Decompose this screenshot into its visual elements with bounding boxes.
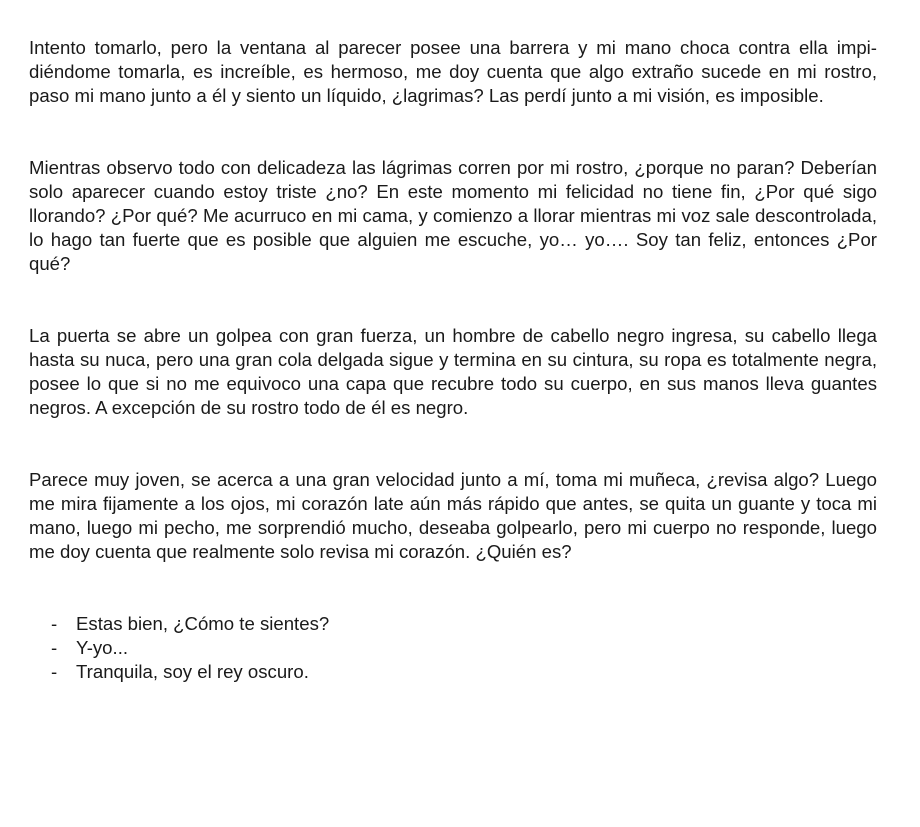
dialogue-text: Y-yo... [76,637,129,658]
paragraph-2: Mientras observo todo con delicadeza las lágrimas corren por mi rostro, ¿porque no paran? Deberían solo aparecer cuando estoy triste ¿no? En este momento mi felicidad no tiene fin, ¿Por qué sigo llorando? ¿Por qué? Me acurruco en mi cama, y comienzo a llorar mientras mi voz sale descontrolada, lo hago tan fuerte que es posible que alguien me escuche, yo… yo…. Soy tan feliz, entonces ¿Por qué? [29,157,877,274]
dialogue-line-2 [29,636,877,660]
document-page [29,36,877,684]
paragraph-1: Intento tomarlo, pero la ventana al parecer posee una barrera y mi mano choca contra ella impidiéndome tomarla, es increíble, es hermoso, me doy cuenta que algo extraño sucede en mi rostro, paso mi mano junto a él y siento un líquido, ¿lagrimas? Las perdí junto a mi visión, es imposible. [29,37,877,106]
dialogue-text: Estas bien, ¿Cómo te sientes? [76,613,330,634]
dialogue-dash: - [51,637,58,658]
dialogue-text: Tranquila, soy el rey oscuro. [76,661,309,682]
dialogue-list [29,612,877,684]
paragraph-3: La puerta se abre un golpea con gran fuerza, un hombre de cabello negro ingresa, su cabello llega hasta su nuca, pero una gran cola delgada sigue y termina en su cintura, su ropa es totalmente negra, posee lo que si no me equivoco una capa que recubre todo su cuerpo, en sus manos lleva guantes negros. A excepción de su rostro todo de él es negro. [29,325,877,418]
dialogue-line-1 [29,612,877,636]
dialogue-dash: - [51,613,58,634]
dialogue-dash: - [51,661,58,682]
dialogue-line-3 [29,660,877,684]
paragraph-4: Parece muy joven, se acerca a una gran velocidad junto a mí, toma mi muñeca, ¿revisa algo? Luego me mira fijamente a los ojos, mi corazón late aún más rápido que antes, se quita un guante y toca mi mano, luego mi pecho, me sorprendió mucho, deseaba golpearlo, pero mi cuerpo no responde, luego me doy cuenta que realmente solo revisa mi corazón. ¿Quién es? [29,469,877,562]
